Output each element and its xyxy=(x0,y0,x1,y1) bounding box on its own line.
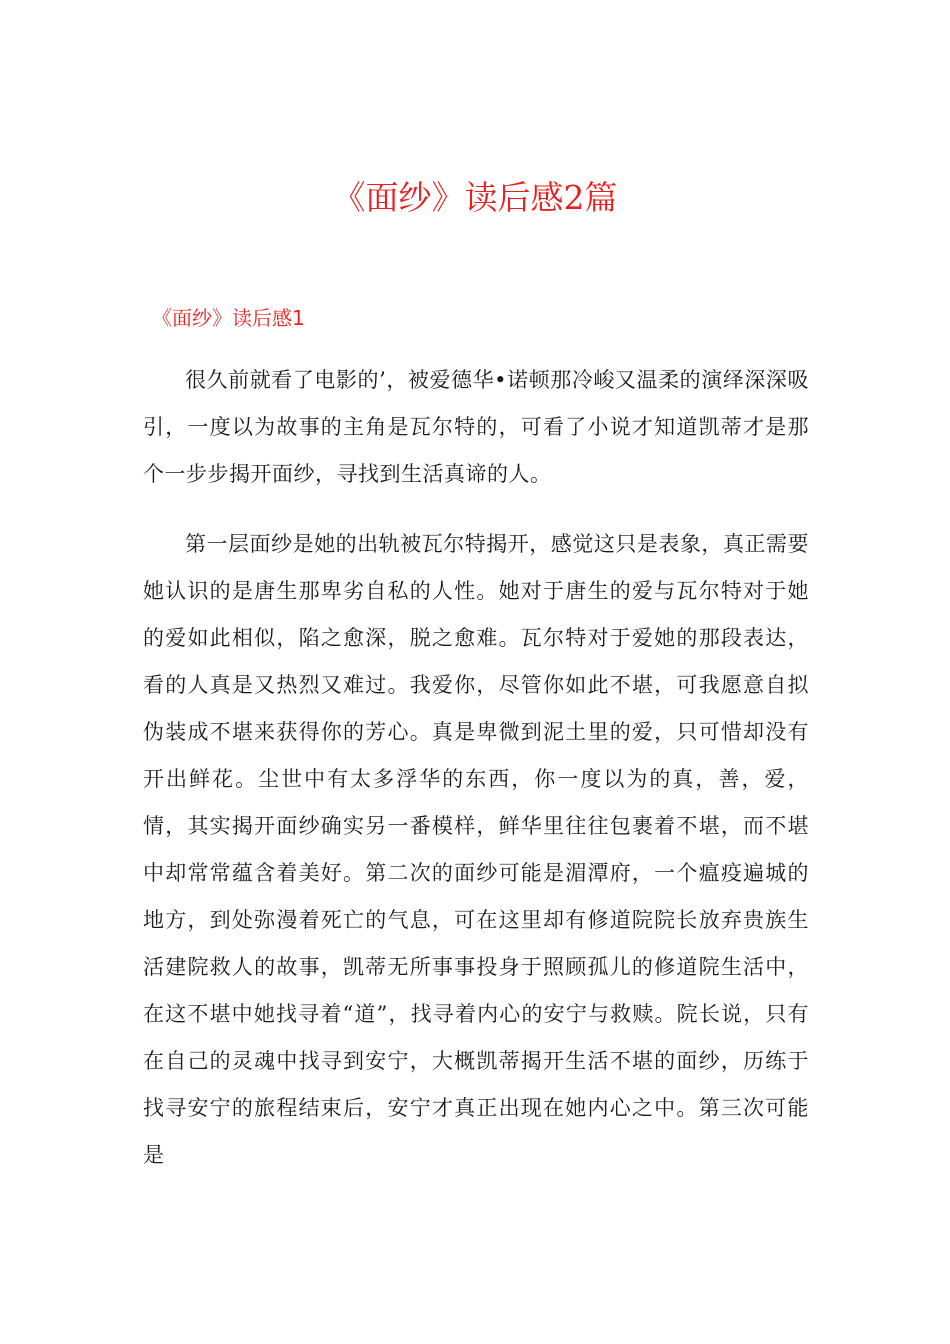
section-heading: 《面纱》读后感1 xyxy=(152,306,305,330)
body-paragraph: 很久前就看了电影的’，被爱德华•诺顿那冷峻又温柔的演绎深深吸引，一度以为故事的主角是瓦尔特的，可看了小说才知道凯蒂才是那个一步步揭开面纱，寻找到生活真谛的人。 xyxy=(143,368,809,486)
body-paragraph: 第一层面纱是她的出轨被瓦尔特揭开，感觉这只是表象，真正需要她认识的是唐生那卑劣自私的人性。她对于唐生的爱与瓦尔特对于她的爱如此相似，陷之愈深，脱之愈难。瓦尔特对于爱她的那段表达，看的人真是又热烈又难过。我爱你，尽管你如此不堪，可我愿意自拟伪装成不堪来获得你的芳心。真是卑微到泥土里的爱，只可惜却没有开出鲜花。尘世中有太多浮华的东西，你一度以为的真，善，爱，情，其实揭开面纱确实另一番模样，鲜华里往往包裹着不堪，而不堪中却常常蕴含着美好。第二次的面纱可能是湄潭府，一个瘟疫遍城的地方，到处弥漫着死亡的气息，可在这里却有修道院院长放弃贵族生活建院救人的故事，凯蒂无所事事投身于照顾孤儿的修道院生活中，在这不堪中她找寻着“道”，找寻着内心的安宁与救赎。院长说，只有在自己的灵魂中找寻到安宁，大概凯蒂揭开生活不堪的面纱，历练于找寻安宁的旅程结束后，安宁才真正出现在她内心之中。第三次可能是 xyxy=(143,532,809,1167)
document-title: 《面纱》读后感2篇 xyxy=(332,178,618,217)
